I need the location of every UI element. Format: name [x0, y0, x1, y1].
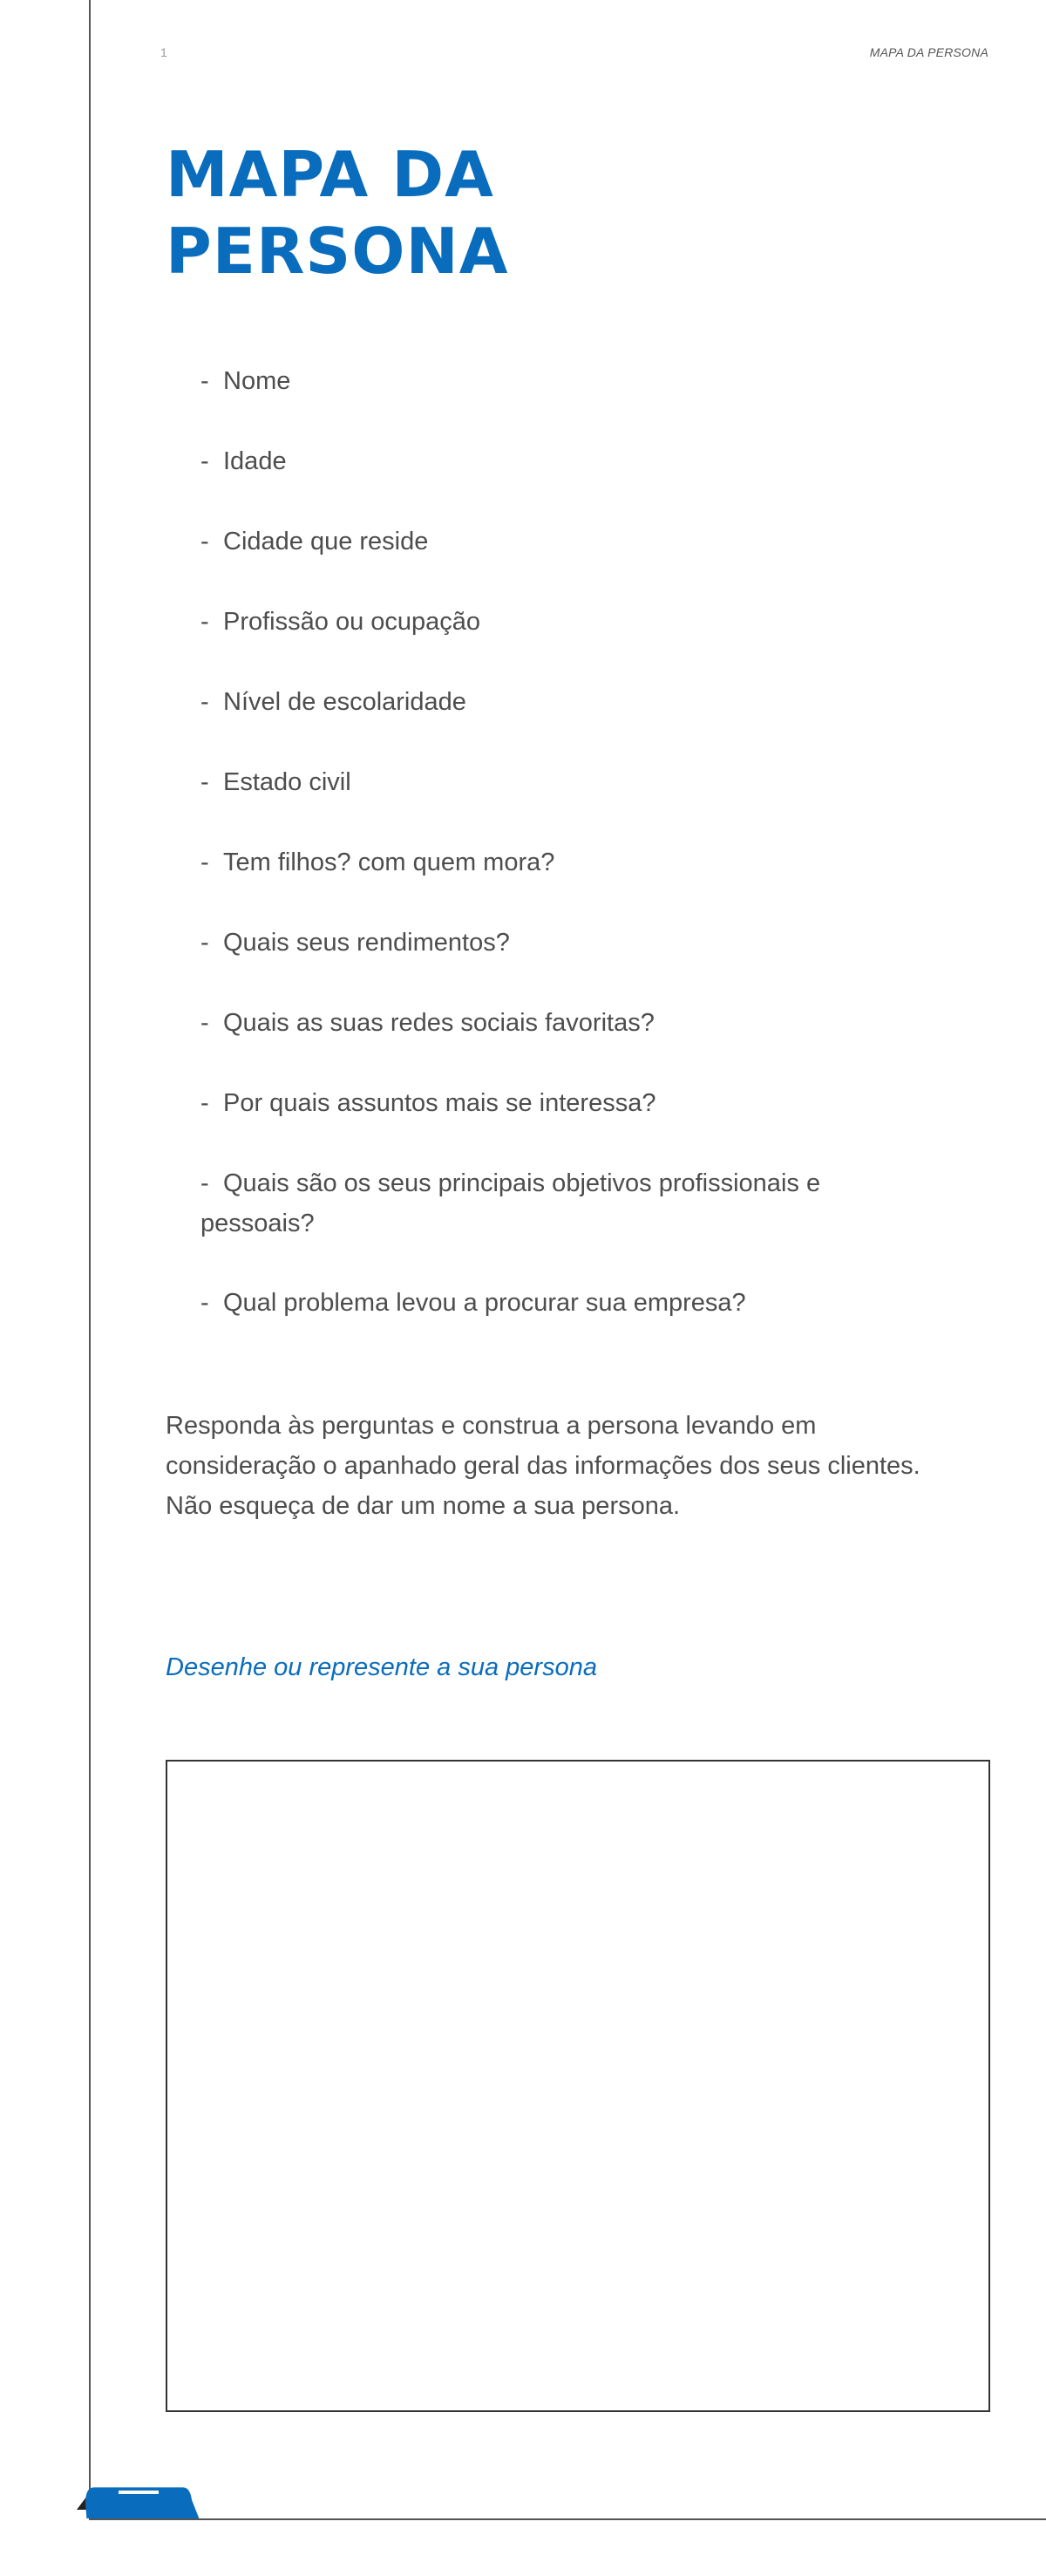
- instructions-line: Responda às perguntas e construa a persona levando em: [166, 1412, 817, 1440]
- logo-stripe: [122, 2473, 162, 2477]
- instructions-paragraph: [166, 1406, 950, 1526]
- question-text: Quais são os seus principais objetivos profissionais e: [223, 1169, 821, 1197]
- page-title-line-2: PERSONA: [166, 215, 509, 288]
- left-margin-rule: [89, 0, 91, 2520]
- list-dash: -: [200, 1289, 209, 1317]
- list-dash: -: [200, 768, 209, 796]
- question-text: Nome: [223, 367, 291, 395]
- question-item: [200, 361, 898, 401]
- instructions-line: Não esqueça de dar um nome a sua persona.: [166, 1492, 681, 1520]
- question-text: Tem filhos? com quem mora?: [223, 848, 555, 876]
- question-item: [200, 1283, 898, 1323]
- question-item: [200, 521, 898, 562]
- list-dash: -: [200, 1089, 209, 1117]
- list-dash: -: [200, 1009, 209, 1037]
- question-item: [200, 762, 898, 802]
- running-header: MAPA DA PERSONA: [869, 45, 988, 59]
- question-text-continuation: pessoais?: [200, 1210, 315, 1237]
- question-text: Quais seus rendimentos?: [223, 929, 510, 957]
- list-dash: -: [200, 367, 209, 395]
- persona-drawing-area[interactable]: [166, 1760, 990, 2412]
- page-number: 1: [160, 45, 167, 59]
- list-dash: -: [200, 848, 209, 876]
- question-item: [200, 1083, 898, 1123]
- question-text: Estado civil: [223, 768, 351, 796]
- list-dash: -: [200, 528, 209, 555]
- question-text: Cidade que reside: [223, 528, 429, 555]
- question-item: [200, 923, 898, 963]
- drawing-caption: Desenhe ou represente a sua persona: [166, 1653, 597, 1681]
- question-item: [200, 1003, 898, 1043]
- logo-stripe: [119, 2491, 159, 2494]
- question-text: Quais as suas redes sociais favoritas?: [223, 1009, 655, 1037]
- question-item: [200, 1163, 898, 1244]
- list-dash: -: [200, 1169, 209, 1197]
- logo-wordmark: SEBRAE: [95, 2444, 191, 2470]
- question-text: Nível de escolaridade: [223, 688, 466, 716]
- question-text: Qual problema levou a procurar sua empresa?: [223, 1289, 746, 1317]
- list-dash: -: [200, 447, 209, 475]
- sebrae-logo-graphic: [77, 2410, 209, 2518]
- question-item: [200, 682, 898, 722]
- sebrae-logo: [77, 2410, 209, 2518]
- question-item: [200, 842, 898, 883]
- page-title-line-1: MAPA DA: [166, 138, 494, 211]
- question-text: Idade: [223, 447, 287, 475]
- list-dash: -: [200, 929, 209, 957]
- bottom-margin-rule: [89, 2518, 1046, 2520]
- persona-question-list: [200, 361, 898, 1363]
- instructions-line: consideração o apanhado geral das informações dos seus clientes.: [166, 1452, 920, 1480]
- question-item: [200, 441, 898, 481]
- page-title: [166, 136, 508, 290]
- question-text: Por quais assuntos mais se interessa?: [223, 1089, 656, 1117]
- list-dash: -: [200, 688, 209, 716]
- question-text: Profissão ou ocupação: [223, 608, 481, 636]
- logo-stripe: [120, 2482, 160, 2485]
- question-item: [200, 602, 898, 642]
- list-dash: -: [200, 608, 209, 636]
